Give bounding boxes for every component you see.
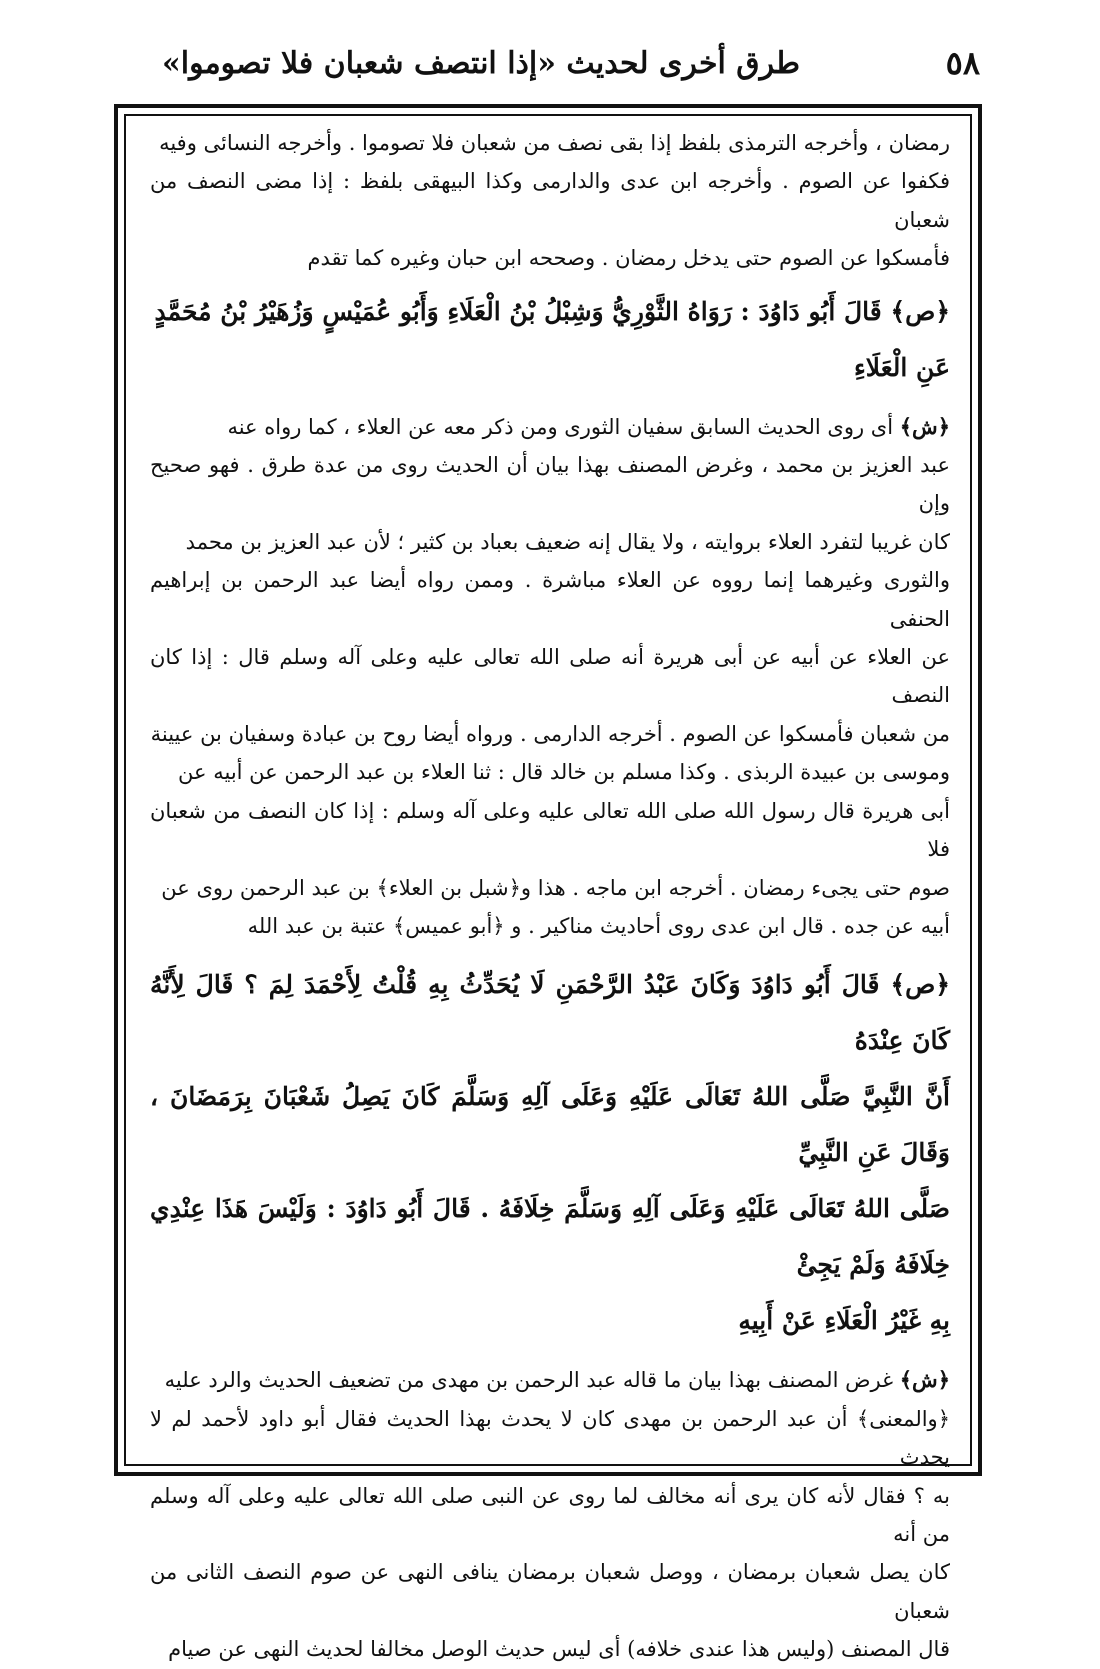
matn-line: بِهِ غَيْرُ الْعَلَاءِ عَنْ أَبِيهِ [738,1306,950,1336]
page-header [120,40,980,92]
text-line: أبيه عن جده . قال ابن عدى روى أحاديث مناكير . و ﴿أبو عميس﴾ عتبة بن عبد الله [247,913,950,938]
text-line: عن العلاء عن أبيه عن أبى هريرة أنه صلى الله تعالى عليه وعلى آله وسلم قال : إذا كان النصف [150,645,950,708]
text-line: به ؟ فقال لأنه كان يرى أنه مخالف لما روى عن النبى صلى الله تعالى عليه وعلى آله وسلم من أنه [150,1483,950,1546]
commentary-block [150,124,950,278]
text-line: أبى هريرة قال رسول الله صلى الله تعالى عليه وعلى آله وسلم : إذا كان النصف من شعبان فلا [150,798,950,862]
text-line: من شعبان فأمسكوا عن الصوم . أخرجه الدارمى . ورواه أيضا روح بن عبادة وسفيان بن عيينة [150,721,950,746]
shin-marker: ﴿ش﴾ [899,1367,950,1393]
commentary-text: أى روى الحديث السابق سفيان الثورى ومن ذكر معه عن العلاء ، كما رواه عنه [227,414,894,439]
text-line: صوم حتى يجىء رمضان . أخرجه ابن ماجه . هذا و﴿شبل بن العلاء﴾ بن عبد الرحمن روى عن [161,875,950,900]
sad-marker: ﴿ص﴾ [890,970,950,1000]
text-line [150,408,950,446]
matn-block [150,957,950,1349]
sad-marker: ﴿ص﴾ [890,296,950,326]
text-line: عبد العزيز بن محمد ، وغرض المصنف بهذا بيان أن الحديث روى من عدة طرق . فهو صحيح وإن [150,453,950,516]
page-body [150,124,950,1662]
matn-line: صَلَّى اللهُ تَعَالَى عَلَيْهِ وَعَلَى آلِهِ وَسَلَّمَ خِلَافَهُ . قَالَ أَبُو دَاوُدَ : وَلَيْسَ هَذَا عِنْدِي خِلَافَهُ وَلَمْ يَجِئْ [150,1194,950,1280]
matn-line [150,284,950,340]
page-number: ٥٨ [945,44,980,82]
running-title: طرق أخرى لحديث «إذا انتصف شعبان فلا تصوموا» [162,46,800,81]
matn-block [150,284,950,396]
matn-text: قَالَ أَبُو دَاوُدَ وَكَانَ عَبْدُ الرَّحْمَنِ لَا يُحَدِّثُ بِهِ قُلْتُ لِأَحْمَدَ لِمَ ؟ قَالَ لِأَنَّهُ كَانَ عِنْدَهُ [150,970,950,1056]
text-line: ﴿والمعنى﴾ أن عبد الرحمن بن مهدى كان لا يحدث بهذا الحديث فقال أبو داود لأحمد لم لا يحدث [150,1406,950,1470]
commentary-block [150,408,950,946]
matn-line: عَنِ الْعَلَاءِ [854,352,950,382]
text-line: فأمسكوا عن الصوم حتى يدخل رمضان . وصححه ابن حبان وغيره كما تقدم [307,246,950,271]
matn-line: أَنَّ النَّبِيَّ صَلَّى اللهُ تَعَالَى عَلَيْهِ وَعَلَى آلِهِ وَسَلَّمَ كَانَ يَصِلُ شَعْبَانَ بِرَمَضَانَ ، وَقَالَ عَنِ النَّبِيِّ [150,1082,950,1168]
text-line: رمضان ، وأخرجه الترمذى بلفظ إذا بقى نصف من شعبان فلا تصوموا . وأخرجه النسائى وفيه [159,131,950,155]
text-line: وموسى بن عبيدة الربذى . وكذا مسلم بن خالد قال : ثنا العلاء بن عبد الرحمن عن أبيه عن [178,760,950,785]
text-line: قال المصنف (وليس هذا عندى خلافه) أى ليس حديث الوصل مخالفا لحديث النهى عن صيام [168,1637,950,1662]
text-line: فكفوا عن الصوم . وأخرجه ابن عدى والدارمى وكذا البيهقى بلفظ : إذا مضى النصف من شعبان [150,169,950,232]
commentary-block [150,1361,950,1668]
text-line [150,1361,950,1399]
commentary-text: غرض المصنف بهذا بيان ما قاله عبد الرحمن بن مهدى من تضعيف الحديث والرد عليه [164,1368,894,1393]
matn-line [150,957,950,1069]
shin-marker: ﴿ش﴾ [899,413,950,439]
text-line: والثورى وغيرهما إنما رووه عن العلاء مباشرة . وممن رواه أيضا عبد الرحمن بن إبراهيم الحنفى [150,568,950,631]
text-line: كان يصل شعبان برمضان ، ووصل شعبان برمضان ينافى النهى عن صوم النصف الثانى من شعبان [150,1560,950,1623]
matn-text: قَالَ أَبُو دَاوُدَ : رَوَاهُ الثَّوْرِيُّ وَشِبْلُ بْنُ الْعَلَاءِ وَأَبُو عُمَيْسٍ وَزُهَيْرُ بْنُ مُحَمَّدٍ [154,296,882,326]
text-line: كان غريبا لتفرد العلاء بروايته ، ولا يقال إنه ضعيف بعباد بن كثير ؛ لأن عبد العزيز بن محمد [185,529,950,554]
